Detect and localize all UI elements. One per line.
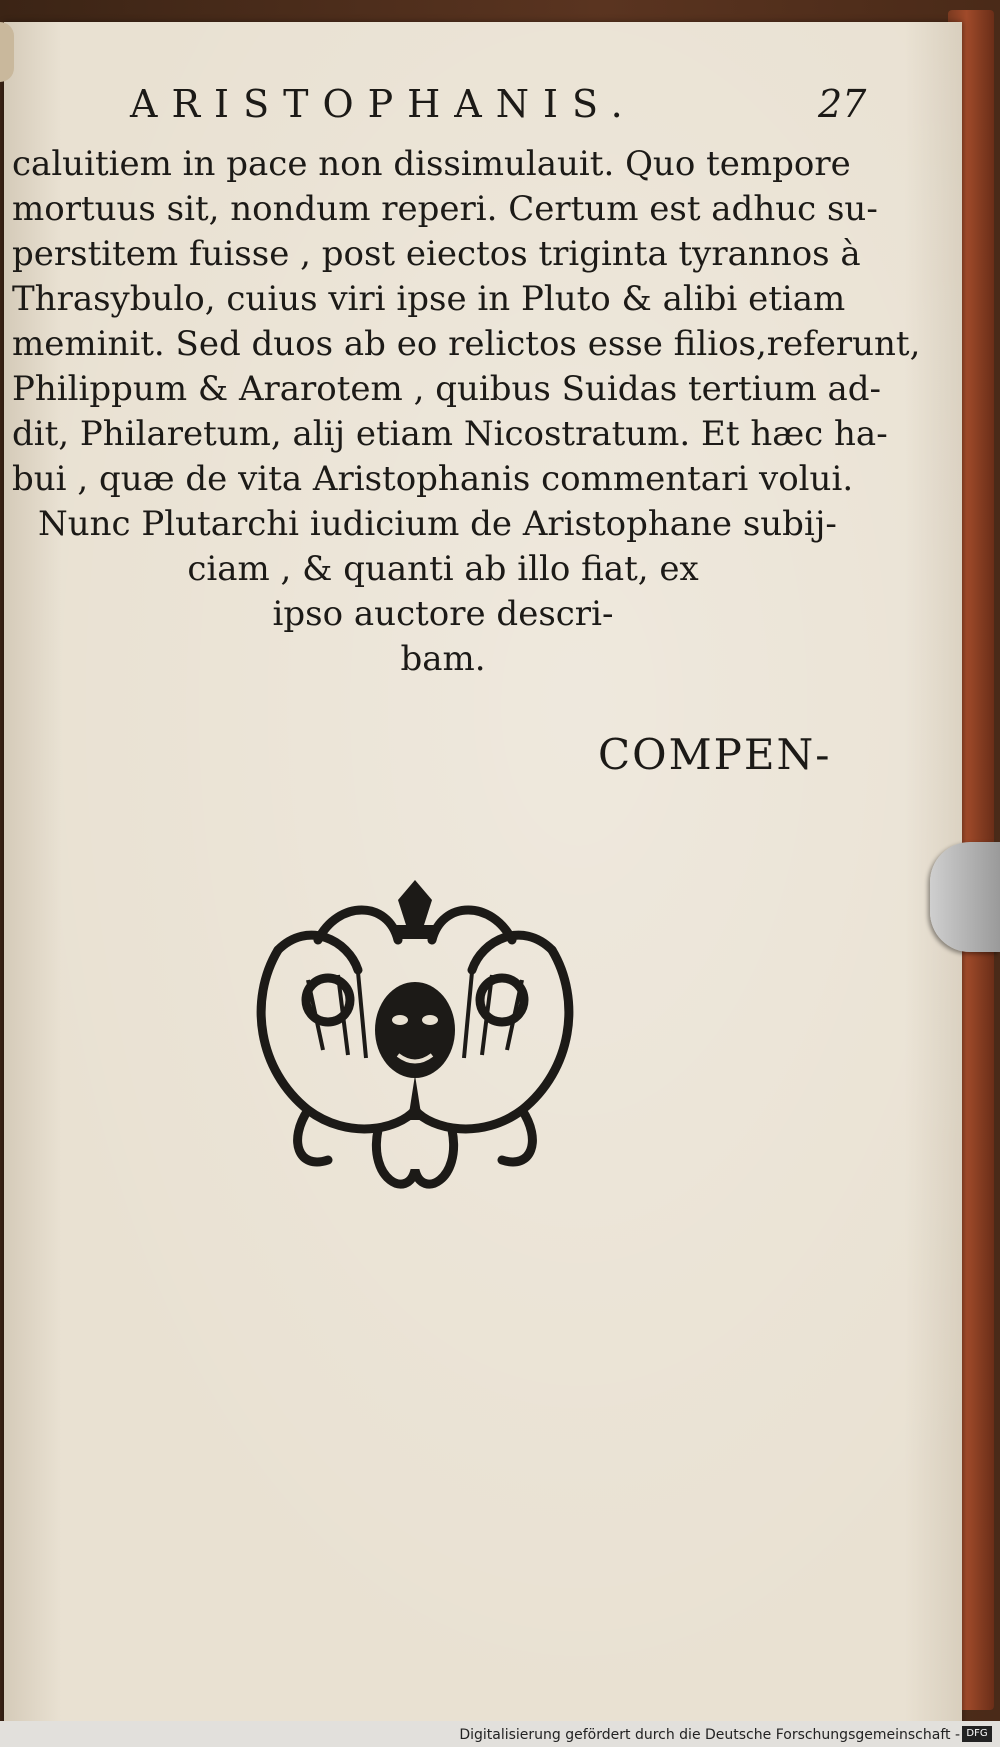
dfg-logo-icon: DFG (962, 1726, 992, 1742)
catchword: COMPEN- (598, 730, 832, 779)
text-line: caluitiem in pace non dissimulauit. Quo tempore (12, 144, 851, 184)
text-line: Thrasybulo, cuius viri ipse in Pluto & alibi etiam (12, 279, 846, 319)
text-line: meminit. Sed duos ab eo relictos esse filios,referunt, (12, 324, 921, 364)
page-clip (930, 842, 1000, 952)
page-curl (0, 22, 14, 82)
text-line: ciam , & quanti ab illo fiat, ex (187, 549, 699, 589)
page-number: 27 (818, 82, 867, 126)
text-line: bui , quæ de vita Aristophanis commentari volui. (12, 459, 854, 499)
running-head: ARISTOPHANIS. (130, 82, 637, 126)
text-line: dit, Philaretum, alij etiam Nicostratum. Et hæc ha- (12, 414, 888, 454)
digitization-credit: Digitalisierung gefördert durch die Deutsche Forschungsgemeinschaft - (459, 1727, 960, 1743)
text-line: Nunc Plutarchi iudicium de Aristophane subij- (38, 504, 837, 544)
text-line: perstitem fuisse , post eiectos triginta tyrannos à (12, 234, 861, 274)
ornament-mask-icon (248, 880, 582, 1210)
text-line: bam. (400, 639, 486, 679)
text-line: ipso auctore descri- (272, 594, 614, 634)
text-line: Philippum & Ararotem , quibus Suidas tertium ad- (12, 369, 882, 409)
text-line: mortuus sit, nondum reperi. Certum est adhuc su- (12, 189, 878, 229)
body-text (12, 142, 921, 682)
